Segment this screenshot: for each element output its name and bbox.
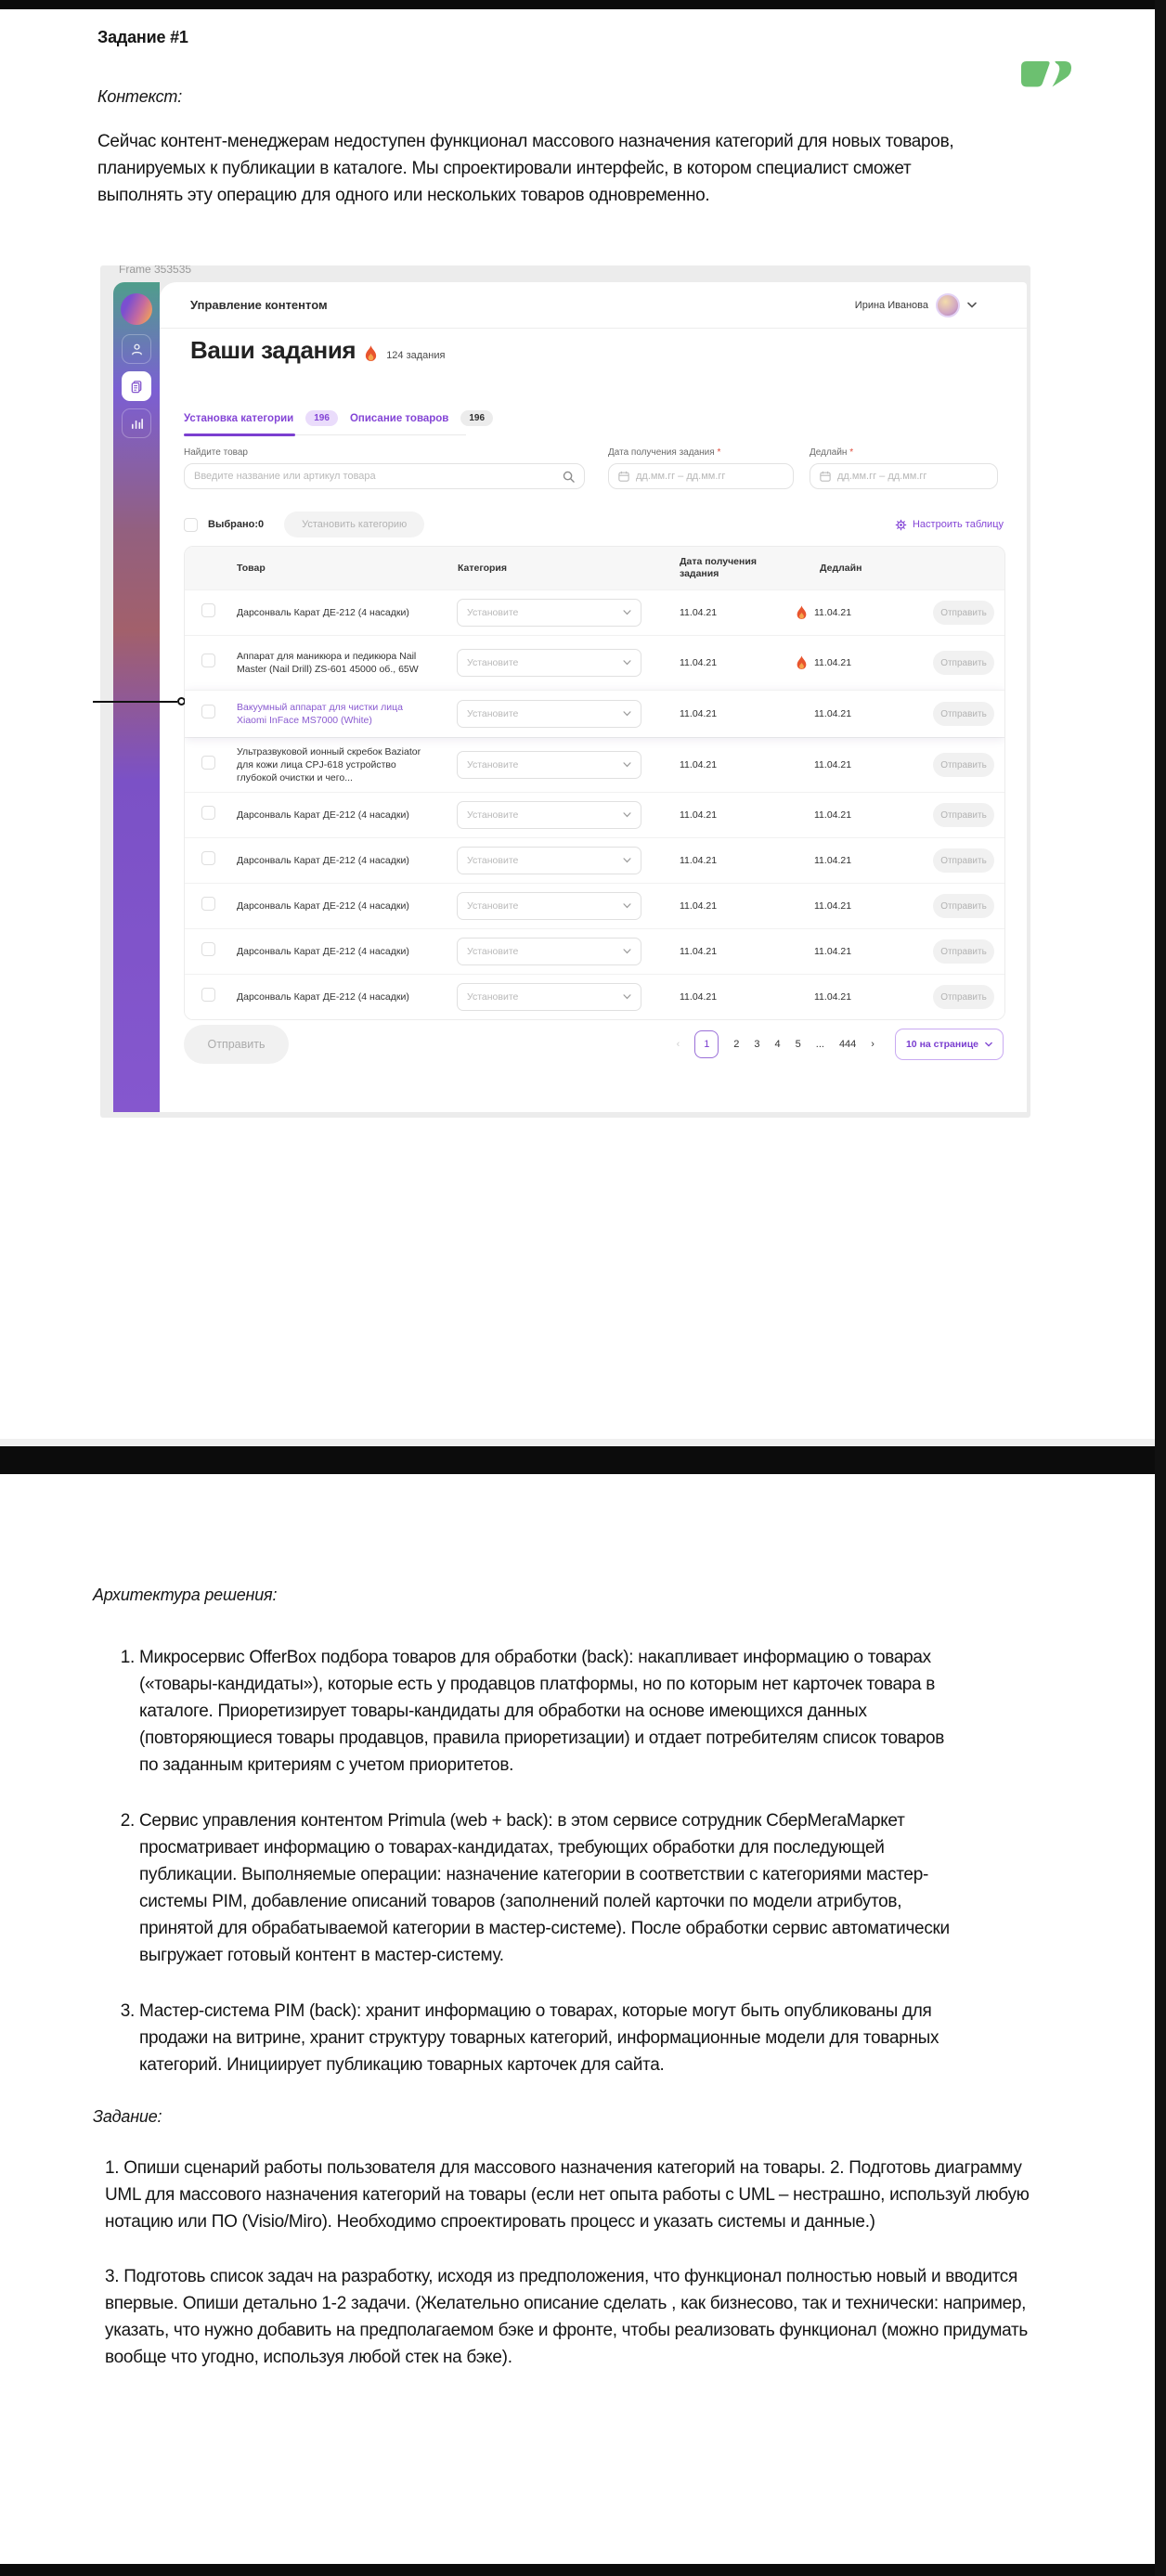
documents-icon (130, 380, 144, 394)
received-date: 11.04.21 (680, 946, 718, 957)
task-paragraph: 1. Опиши сценарий работы пользователя для массового назначения категорий на товары. 2. Подготовь диаграмму UML для массового назначения категорий на товары (если нет опыта работы с UML – нестрашно, используй любую нотацию или ПО (Visio/Miro). Необходимо спроектировать процесс и указать системы и данные.) (105, 2158, 1030, 2232)
bar-chart-icon (130, 417, 144, 431)
filters-row (184, 447, 1004, 494)
category-dropdown[interactable]: Установите (457, 983, 641, 1011)
chevron-down-icon (623, 711, 631, 717)
sidebar-item-analytics[interactable] (122, 408, 151, 438)
frame-caption: Frame 353535 (119, 265, 192, 275)
flame-icon (364, 345, 378, 363)
col-deadline: Дедлайн (820, 562, 862, 574)
chevron-down-icon (623, 949, 631, 954)
page-button[interactable]: 5 (795, 1039, 801, 1050)
page-button[interactable]: 3 (754, 1039, 760, 1050)
received-date: 11.04.21 (680, 657, 718, 668)
app-main-card (160, 282, 1027, 1112)
row-checkbox[interactable] (201, 603, 215, 617)
category-dropdown[interactable]: Установите (457, 847, 641, 874)
product-name: Дарсонваль Карат ДЕ-212 (4 насадки) (237, 900, 409, 912)
brand-logo (121, 293, 152, 325)
task-paragraph: 3. Подготовь список задач на разработку, исходя из предположения, что функционал полностью новый и вводится впервые. Опиши детально 1-2 задачи. (Желательно описание сделать , как бизнесово, так и технически: например, указать, что нужно добавить на предполагаемом бэке и фронте, чтобы реализовать функционал (можно придумать вообще что угодно, используя любой стек на бэке). (105, 2267, 1028, 2367)
chevron-down-icon (623, 762, 631, 768)
table-row (185, 635, 1004, 690)
flame-icon (796, 655, 808, 671)
app-title: Управление контентом (190, 298, 328, 312)
deadline-date: 11.04.21 (814, 809, 852, 821)
category-dropdown[interactable]: Установите (457, 751, 641, 779)
send-button[interactable]: Отправить (933, 601, 994, 625)
sidebar-item-tasks[interactable] (122, 371, 151, 401)
received-date: 11.04.21 (680, 809, 718, 821)
received-date: 11.04.21 (680, 900, 718, 912)
row-checkbox[interactable] (201, 851, 215, 865)
page-button[interactable]: 2 (733, 1039, 740, 1050)
sidebar-item-profile[interactable] (122, 334, 151, 364)
category-dropdown[interactable]: Установите (457, 892, 641, 920)
annotation-line (93, 701, 177, 703)
chevron-down-icon (623, 994, 631, 1000)
tabs (184, 410, 493, 435)
row-checkbox[interactable] (201, 897, 215, 911)
context-paragraph: Сейчас контент-менеджерам недоступен функционал массового назначения категорий для новых товаров, планируемых к публикации в каталоге. Мы спроектировали интерфейс, в котором специалист сможет выполнять эту операцию для одного или нескольких товаров одновременно. (97, 132, 954, 205)
product-name: Ультразвуковой ионный скребок Baziator для кожи лица CPJ-618 устройство глубокой очистки и чего... (237, 746, 421, 783)
chevron-down-icon (967, 302, 977, 308)
send-button[interactable]: Отправить (933, 753, 994, 777)
row-checkbox[interactable] (201, 654, 215, 667)
product-name: Аппарат для маникюра и педикюра Nail Master (Nail Drill) ZS-601 45000 об., 65W (237, 651, 419, 675)
product-name: Вакуумный аппарат для чистки лица Xiaomi InFace MS7000 (White) (237, 702, 403, 726)
user-name: Ирина Иванова (854, 299, 928, 311)
chevron-down-icon (985, 1042, 992, 1047)
table-row (185, 589, 1004, 635)
architecture-label: Архитектура решения: (93, 1586, 278, 1604)
table-row (185, 792, 1004, 837)
deadline-date: 11.04.21 (814, 946, 852, 957)
search-input[interactable]: Введите название или артикул товара (184, 463, 585, 489)
deadline-date: 11.04.21 (814, 708, 852, 719)
date-received-label: Дата получения задания * (608, 447, 721, 458)
category-dropdown[interactable]: Установите (457, 938, 641, 965)
pagination-ellipsis: ... (815, 1039, 824, 1050)
tab-set-category-badge: 196 (305, 410, 338, 426)
received-date: 11.04.21 (680, 759, 718, 770)
table-row (185, 737, 1004, 792)
page-edge-strip (1155, 0, 1166, 2576)
col-category: Категория (458, 562, 508, 574)
category-dropdown[interactable]: Установите (457, 599, 641, 627)
search-icon (563, 471, 575, 483)
product-name: Дарсонваль Карат ДЕ-212 (4 насадки) (237, 946, 409, 957)
deadline-date: 11.04.21 (814, 759, 852, 770)
deadline-label: Дедлайн * (810, 447, 854, 458)
chevron-down-icon (623, 812, 631, 818)
row-checkbox[interactable] (201, 705, 215, 718)
app-screenshot-frame (100, 265, 1030, 1118)
deadline-date: 11.04.21 (814, 991, 852, 1003)
gear-icon (895, 519, 907, 531)
page-title: Ваши задания (190, 336, 356, 364)
pagination (677, 1029, 1004, 1060)
page-button[interactable]: 4 (774, 1039, 781, 1050)
received-date: 11.04.21 (680, 607, 718, 618)
product-name: Дарсонваль Карат ДЕ-212 (4 насадки) (237, 809, 409, 821)
category-dropdown[interactable]: Установите (457, 801, 641, 829)
tab-product-descriptions[interactable]: Описание товаров (349, 412, 449, 424)
tasks-count: 124 задания (386, 349, 446, 361)
row-checkbox[interactable] (201, 756, 215, 770)
deadline-date: 11.04.21 (770, 605, 920, 621)
chevron-down-icon (623, 660, 631, 666)
select-all-checkbox[interactable] (184, 518, 198, 532)
send-button[interactable]: Отправить (933, 985, 994, 1009)
received-date: 11.04.21 (680, 991, 718, 1003)
architecture-item: 1. Микросервис OfferBox подбора товаров для обработки (back): накапливает информацию о товарах («товары-кандидаты»), которые есть у продавцов платформы, но по которым нет карточек товара в каталоге. Приоретизирует товары-кандидаты для обработки на основе имеющихся данных (повторяющиеся товары продавцов, правила приоретизации) и отдает потребителям список товаров по заданным критериям с учетом приоритетов. (139, 1644, 956, 1779)
table-row (185, 928, 1004, 974)
received-date: 11.04.21 (680, 855, 718, 866)
table-row (185, 837, 1004, 883)
tab-product-descriptions-badge: 196 (460, 410, 493, 426)
category-dropdown[interactable]: Установите (457, 649, 641, 677)
tasks-table (184, 546, 1005, 1020)
tab-set-category[interactable]: Установка категории (184, 412, 294, 424)
table-row (185, 974, 1004, 1019)
row-pointer-annotation (93, 697, 186, 705)
table-row (185, 883, 1004, 928)
date-received-input[interactable]: дд.мм.гг – дд.мм.гг (608, 463, 794, 489)
send-button[interactable]: Отправить (933, 939, 994, 964)
architecture-list (93, 1644, 1071, 2078)
send-button[interactable]: Отправить (933, 803, 994, 827)
received-date: 11.04.21 (680, 708, 718, 719)
selected-count-label: Выбрано:0 (208, 519, 265, 530)
next-page-button[interactable]: › (871, 1039, 874, 1050)
calendar-icon (618, 471, 629, 482)
flame-icon (796, 605, 808, 621)
active-tab-underline (184, 434, 295, 436)
green-brand-icon (1021, 61, 1071, 88)
send-button[interactable]: Отправить (933, 894, 994, 918)
deadline-date: 11.04.21 (814, 855, 852, 866)
table-header (185, 547, 1004, 589)
category-dropdown[interactable]: Установите (457, 700, 641, 728)
submit-button[interactable]: Отправить (184, 1025, 289, 1064)
page-button[interactable]: 444 (838, 1039, 857, 1050)
chevron-down-icon (623, 903, 631, 909)
architecture-item: 2. Сервис управления контентом Primula (web + back): в этом сервисе сотрудник СберМегаМаркет просматривает информацию о товарах-кандидатах, требующих обработки для последующей публикации. Выполняемые операции: назначение категории в соответствии с категориями мастер-системы PIM, добавление описаний товаров (заполнений полей карточки по модели атрибутов, принятой для обрабатываемой категории в мастер-системе). После обработки сервис автоматически выгружает готовый контент в мастер-систему. (139, 1807, 956, 1969)
set-category-button[interactable]: Установить категорию (284, 511, 424, 537)
configure-table-link[interactable]: Настроить таблицу (895, 519, 1004, 531)
avatar (936, 293, 960, 317)
table-footer (184, 1025, 1004, 1064)
task-title: Задание #1 (97, 28, 188, 46)
app-header (160, 282, 1027, 329)
chevron-down-icon (623, 858, 631, 863)
product-name: Дарсонваль Карат ДЕ-212 (4 насадки) (237, 855, 409, 866)
document-page-1 (0, 9, 1155, 1446)
col-product: Товар (237, 562, 266, 574)
row-checkbox[interactable] (201, 942, 215, 956)
architecture-item: 3. Мастер-система PIM (back): хранит информацию о товарах, которые могут быть опубликованы для продажи на витрине, хранит структуру товарных категорий, информационные модели для товарных категорий. Инициирует публикацию товарных карточек для сайта. (139, 1998, 956, 2078)
per-page-select[interactable]: 10 на странице (895, 1029, 1004, 1060)
page-button[interactable]: 1 (694, 1030, 719, 1058)
product-name: Дарсонваль Карат ДЕ-212 (4 насадки) (237, 991, 409, 1003)
row-checkbox[interactable] (201, 806, 215, 820)
selection-toolbar (184, 511, 1004, 537)
deadline-input[interactable]: дд.мм.гг – дд.мм.гг (810, 463, 998, 489)
send-button[interactable]: Отправить (933, 702, 994, 726)
col-received: Дата получения задания (680, 556, 757, 579)
calendar-icon (820, 471, 831, 482)
prev-page-button[interactable]: ‹ (676, 1039, 680, 1050)
deadline-date: 11.04.21 (770, 655, 920, 671)
task-label: Задание: (93, 2107, 162, 2126)
product-name: Дарсонваль Карат ДЕ-212 (4 насадки) (237, 607, 409, 618)
document-page-2 (0, 1474, 1155, 2564)
context-label: Контекст: (97, 87, 183, 106)
send-button[interactable]: Отправить (933, 848, 994, 873)
send-button[interactable]: Отправить (933, 651, 994, 675)
user-menu[interactable] (855, 293, 977, 317)
table-rows (185, 589, 1004, 1019)
user-icon (130, 343, 144, 356)
table-row (185, 690, 1004, 737)
search-label: Найдите товар (184, 447, 248, 458)
row-checkbox[interactable] (201, 988, 215, 1002)
deadline-date: 11.04.21 (814, 900, 852, 912)
chevron-down-icon (623, 610, 631, 615)
